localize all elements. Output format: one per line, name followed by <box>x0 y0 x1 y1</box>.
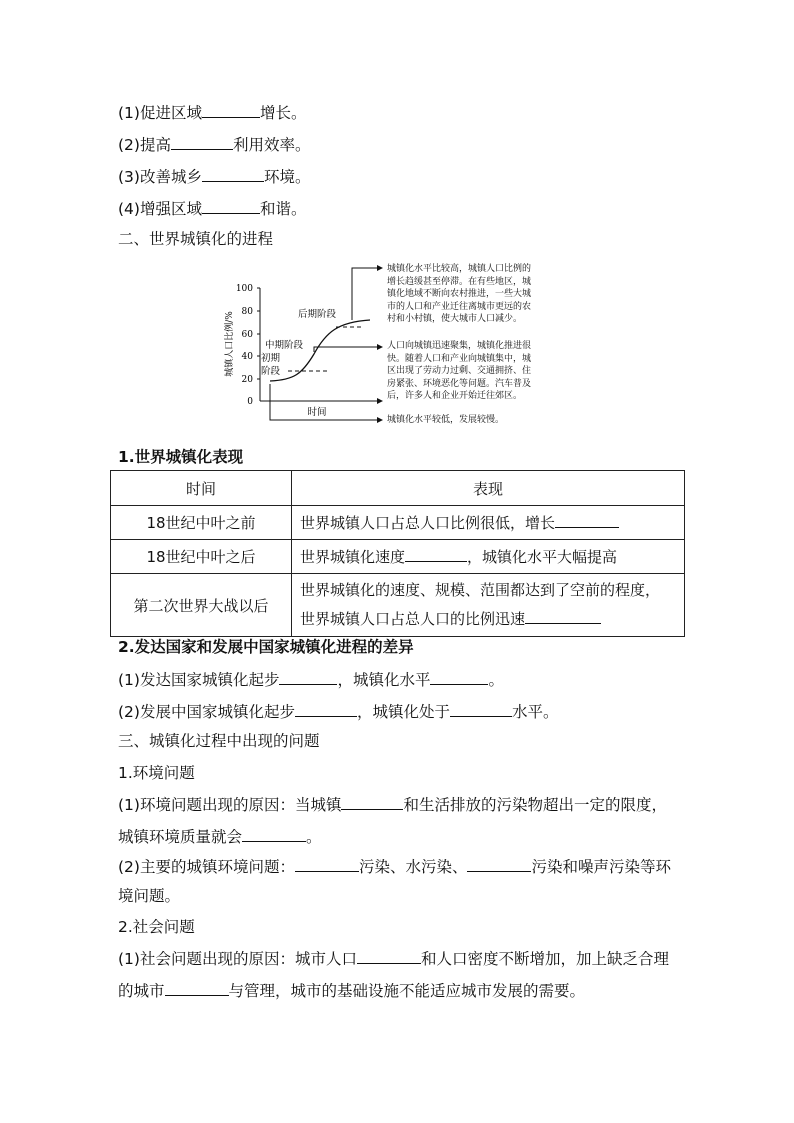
table-title: 1.世界城镇化表现 <box>118 448 244 466</box>
header-performance: 表现 <box>292 471 685 506</box>
note-early-stage: 城镇化水平较低，发展较慢。 <box>387 415 505 425</box>
answer-blank[interactable] <box>467 856 531 872</box>
y-tick-label: 80 <box>241 307 253 317</box>
y-tick-label: 60 <box>241 330 253 340</box>
cell-desc: 世界城镇人口占总人口比例很低，增长 <box>292 506 685 540</box>
cell-desc: 世界城镇化速度 ，城镇化水平大幅提高 <box>292 540 685 574</box>
answer-blank[interactable] <box>202 198 260 214</box>
table-row <box>111 540 685 574</box>
cell-time: 第二次世界大战以后 <box>111 574 292 637</box>
item-enhance-harmony: (4)增强区域 和谐。 <box>118 200 307 218</box>
curve-svg <box>222 262 392 432</box>
table-header-row <box>111 471 685 506</box>
section-heading-process: 二、世界城镇化的进程 <box>118 230 274 248</box>
answer-blank[interactable] <box>405 546 467 562</box>
subsection-title-social: 2.社会问题 <box>118 918 195 936</box>
answer-blank[interactable] <box>525 608 601 624</box>
note-middle-stage: 人口向城镇迅速聚集，城镇化推进很 快。随着人口和产业向城镇集中，城 区出现了劳动力过剩、交通拥挤、住 房紧张、环境恶化等问题。汽车普及 后，许多人和企业开始迁往郊区。 <box>387 341 532 401</box>
social-cause-line1: (1)社会问题出现的原因：城市人口 和人口密度不断增加，加上缺乏合理 <box>118 950 669 968</box>
answer-blank[interactable] <box>450 701 512 717</box>
answer-blank[interactable] <box>202 102 260 118</box>
item-improve-efficiency: (2)提高 利用效率。 <box>118 136 311 154</box>
answer-blank[interactable] <box>242 826 306 842</box>
answer-blank[interactable] <box>555 512 619 528</box>
cell-time: 18世纪中叶之前 <box>111 506 292 540</box>
answer-blank[interactable] <box>341 794 403 810</box>
late-bracket <box>352 268 382 320</box>
item-promote-region: (1)促进区域 增长。 <box>118 104 307 122</box>
table-row <box>111 506 685 540</box>
y-tick-label: 0 <box>247 397 253 407</box>
note-late-stage: 城镇化水平比较高，城镇人口比例的 增长趋缓甚至停滞。在有些地区，城 镇化地域不断向农村推进，一些大城 市的人口和产业迁往离城市更远的农 村和小村镇，使大城市人口减少。 <box>387 264 532 324</box>
env-cause-line2: 城镇环境质量就会 。 <box>118 828 322 846</box>
answer-blank[interactable] <box>295 701 357 717</box>
section-heading-problems: 三、城镇化过程中出现的问题 <box>118 732 320 750</box>
answer-blank[interactable] <box>279 669 337 685</box>
answer-blank[interactable] <box>171 134 233 150</box>
stage-early-label: 阶段 <box>261 366 281 377</box>
stage-early-label: 初期 <box>261 353 281 364</box>
answer-blank[interactable] <box>430 669 488 685</box>
stage-middle-label: 中期阶段 <box>265 340 304 351</box>
stage-late-label: 后期阶段 <box>298 309 337 320</box>
env-main-line2: 境问题。 <box>118 887 181 905</box>
y-tick-label: 40 <box>241 352 253 362</box>
world-urbanization-table <box>110 470 685 637</box>
answer-blank[interactable] <box>202 166 264 182</box>
env-cause-line1: (1)环境问题出现的原因：当城镇 和生活排放的污染物超出一定的限度， <box>118 796 667 814</box>
answer-blank[interactable] <box>295 856 359 872</box>
answer-blank[interactable] <box>357 948 421 964</box>
subsection-title-environment: 1.环境问题 <box>118 764 195 782</box>
env-main-line1: (2)主要的城镇环境问题： 污染、水污染、 污染和噪声污染等环 <box>118 858 671 876</box>
y-axis-label: 城镇人口比例/% <box>225 311 235 377</box>
subsection-title-difference: 2.发达国家和发展中国家城镇化进程的差异 <box>118 638 414 656</box>
cell-desc: 世界城镇化的速度、规模、范围都达到了空前的程度， 世界城镇人口占总人口的比例迅速 <box>292 574 685 637</box>
middle-bracket <box>314 347 382 352</box>
header-time: 时间 <box>111 471 292 506</box>
x-axis-label: 时间 <box>307 407 327 418</box>
item-developing-countries: (2)发展中国家城镇化起步 ，城镇化处于 水平。 <box>118 703 559 721</box>
y-tick-label: 100 <box>235 284 253 294</box>
urbanization-curve-diagram <box>222 262 582 432</box>
social-cause-line2: 的城市 与管理，城市的基础设施不能适应城市发展的需要。 <box>118 982 586 1000</box>
y-tick-label: 20 <box>241 375 253 385</box>
item-developed-countries: (1)发达国家城镇化起步 ，城镇化水平 。 <box>118 671 504 689</box>
item-improve-environment: (3)改善城乡 环境。 <box>118 168 311 186</box>
table-row <box>111 574 685 637</box>
answer-blank[interactable] <box>165 980 229 996</box>
cell-time: 18世纪中叶之后 <box>111 540 292 574</box>
